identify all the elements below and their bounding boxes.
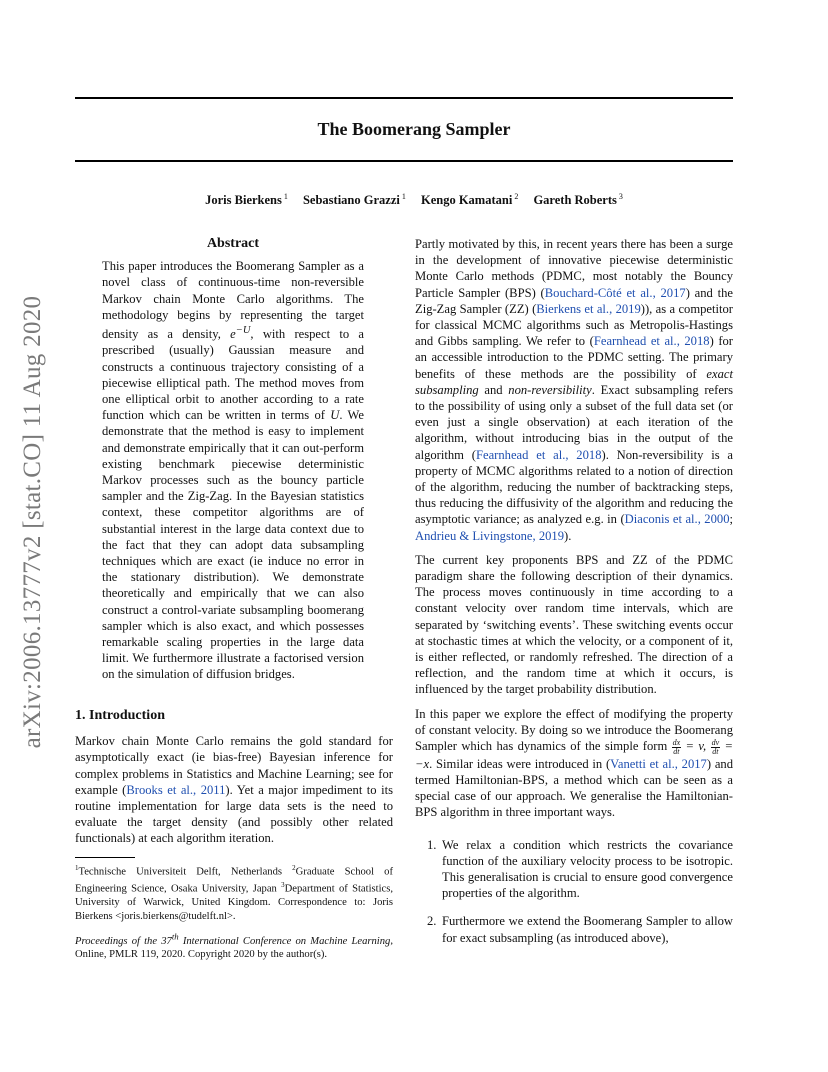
introduction-section — [75, 708, 393, 855]
author: Joris Bierkens $^1$ — [205, 192, 288, 208]
affiliation-footnote: $^1$Technische Universiteit Delft, Netherlands $^2$Graduate School of Engineering Science, Osaka University, Japan $^3$Department of Statistics, University of Warwick, United Kingdom. Correspondence to: Joris Bierkens <joris.bierkens@tudelft.nl>. — [75, 864, 393, 922]
body-paragraph: Partly motivated by this, in recent years there has been a surge in the development of innovative piecewise deterministic Monte Carlo methods (PDMC, most notably the Bouncy Particle Sampler (BPS) (Bouchard-Côté et al., 2017) and the Zig-Zag Sampler (ZZ) (Bierkens et al., 2019)), as a competitor for classical MCMC algorithms such as Metropolis-Hastings and Gibbs sampling. We refer to (Fearnhead et al., 2018) for an accessible introduction to the PDMC setting. The primary benefits of these methods are the possibility of exact subsampling and non-reversibility. Exact subsampling refers to the possibility of using only a subset of the full data set (or even just a single observation) at each iteration of the algorithm, without introducing bias in the output of the algorithm (Fearnhead et al., 2018). Non-reversibility is a property of MCMC algorithms related to a notion of direction of the algorithm, reducing the number of backtracking steps, thus reducing the diffusivity of the algorithm and reducing the asymptotic variance; as analyzed e.g. in (Diaconis et al., 2000; Andrieu & Livingstone, 2019). — [415, 237, 734, 543]
body-paragraph: The current key proponents BPS and ZZ of the PDMC paradigm share the following description of their dynamics. The process moves continuously in time according to a constant velocity over random time intervals, which are separated by ‘switching events’. These switching events occur at stochastic times at which the velocity, or a component of it, is either reflected, or randomly refreshed. The direction of a reflection, and the random time at which it occurs, is influenced by the target probability distribution. — [415, 552, 733, 697]
section-heading: 1. Introduction — [75, 708, 165, 723]
title-rule-bottom — [75, 160, 733, 162]
intro-paragraph: Markov chain Monte Carlo remains the gold standard for asymptotically exact (ie bias-free) Bayesian inference for complex problems in Statistics and Machine Learning; see for example (Brooks et al., 2011). Yet a major impediment to its routine implementation for large data sets is the need to evaluate the target density (and possibly other related functionals) at each algorithm iteration. — [75, 734, 393, 846]
citation-link[interactable]: Bierkens et al., 2019 — [536, 301, 641, 316]
arxiv-stamp: arXiv:2006.13777v2 [stat.CO] 11 Aug 2020 — [19, 295, 46, 749]
citation-link[interactable]: Andrieu & Livingstone, 2019 — [415, 528, 565, 543]
fraction: $\frac{dv}{dt}$ — [711, 737, 720, 756]
citation-link[interactable]: Brooks et al., 2011 — [126, 782, 226, 797]
author-list — [0, 192, 828, 208]
citation-link[interactable]: Vanetti et al., 2017 — [610, 756, 707, 771]
abstract — [102, 236, 364, 691]
citation-link[interactable]: Diaconis et al., 2000 — [624, 512, 730, 527]
author: Sebastiano Grazzi $^1$ — [302, 192, 406, 208]
author: Kengo Kamatani $^2$ — [420, 192, 519, 208]
citation-link[interactable]: Fearnhead et al., 2018 — [475, 447, 602, 462]
right-column — [415, 236, 733, 958]
paper-title: The Boomerang Sampler — [317, 119, 511, 139]
abstract-text: This paper introduces the Boomerang Sampler as a novel class of continuous-time non-reversible Markov chain Monte Carlo algorithms. The methodology begins by representing the target density as a density, $e^{-U}$, with respect to a prescribed (usually) Gaussian measure and constructs a continuous trajectory consisting of a piecewise elliptical path. The method moves from one elliptical orbit to another according to a rate function which can be written in terms of U. We demonstrate that the method is easy to implement and demonstrate empirically that it can out-perform existing benchmark piecewise deterministic Markov processes such as the bouncy particle sampler and the Zig-Zag. In the Bayesian statistics context, these competitor algorithms are of substantial interest in the large data context due to the fact that they can adopt data subsampling techniques which are exact (ie induce no error in the stationary distribution). We demonstrate theoretically and empirically that we can also construct a control-variate subsampling boomerang sampler which is also exact, and which possesses remarkable scaling properties in the large data limit. We furthermore illustrate a factorised version on the simulation of diffusion bridges. — [102, 259, 364, 682]
body-paragraph: In this paper we explore the effect of modifying the property of constant velocity. By doing so we introduce the Boomerang Sampler which has dynamics of the simple form $\frac{dx}{dt}$ = v, $\frac{dv}{dt}$ = −x. Similar ideas were introduced in (Vanetti et al., 2017) and termed Hamiltonian-BPS, a method which can be seen as a special case of our approach. We generalise the Hamiltonian-BPS algorithm in three important ways. — [415, 706, 733, 820]
author: Gareth Roberts $^3$ — [533, 192, 623, 208]
footnote-rule — [75, 857, 135, 858]
abstract-heading: Abstract — [206, 236, 260, 251]
proceedings-note: Proceedings of the 37th International Conference on Machine Learning, Online, PMLR 119, 2020. Copyright 2020 by the author(s). — [75, 931, 393, 961]
citation-link[interactable]: Fearnhead et al., 2018 — [593, 334, 710, 349]
contribution-list — [415, 837, 733, 946]
title-rule-top — [75, 97, 733, 99]
list-item: 2. Furthermore we extend the Boomerang Sampler to allow for exact subsampling (as introduced above), — [427, 914, 733, 945]
list-item: 1. We relax a condition which restricts the covariance function of the auxiliary velocity process to be isotropic. This generalisation is crucial to ensure good convergence properties of the algorithm. — [427, 837, 733, 901]
fraction: $\frac{dx}{dt}$ — [672, 737, 681, 756]
citation-link[interactable]: Bouchard-Côté et al., 2017 — [544, 285, 686, 300]
